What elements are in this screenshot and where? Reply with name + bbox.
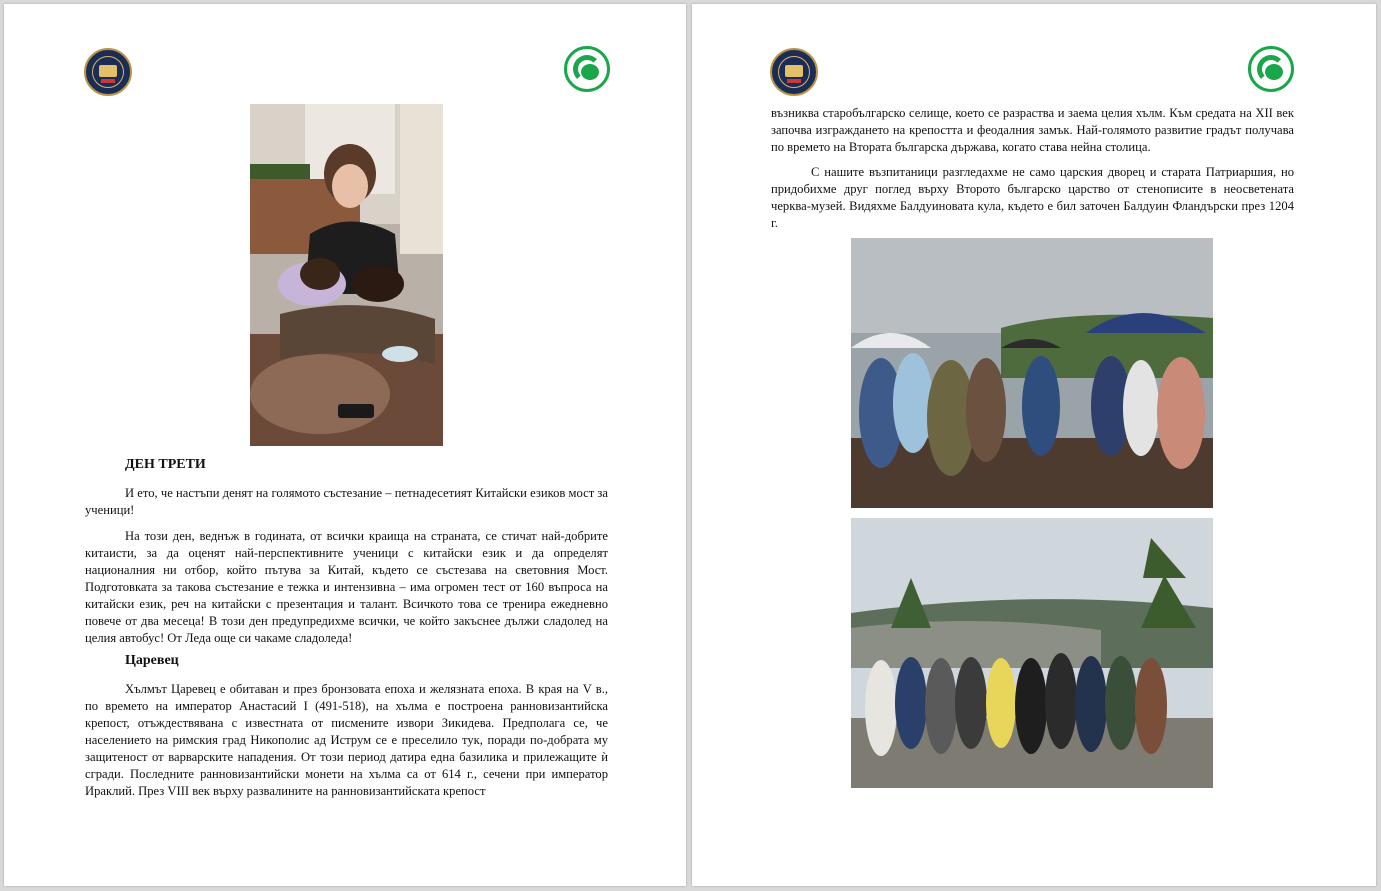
document-page-left: [4, 4, 686, 886]
confucius-institute-icon: [564, 46, 610, 92]
photo-group-viewpoint: [851, 518, 1213, 788]
photo-students-indoor: [250, 104, 443, 446]
paragraph: И ето, че настъпи денят на голямото състезание – петнадесетият Китайски езиков мост за ученици!: [85, 486, 608, 517]
school-seal-icon: [770, 48, 818, 96]
confucius-institute-icon: [1248, 46, 1294, 92]
photo-group-umbrellas: [851, 238, 1213, 508]
school-seal-icon: [84, 48, 132, 96]
paragraph: С нашите възпитаници разгледахме не само царския дворец и старата Патриаршия, но придобихме друг поглед върху Второто българско царство от стенописите в неосветената черква-музей. Видяхме Балдуиновата кула, където е бил заточен Балдуин Фландърски през 1204 г.: [771, 165, 1294, 230]
heading-tsarevets: Царевец: [125, 653, 179, 668]
heading-day-three: ДЕН ТРЕТИ: [125, 457, 206, 472]
paragraph: възниква старобългарско селище, което се разраства и заема целия хълм. Към средата на XII век започва изграждането на крепостта и феодалния замък. Най-голямото развитие градът получава по времето на Втората българска държава, когато става нейна столица.: [771, 106, 1294, 154]
paragraph: Хълмът Царевец е обитаван и през бронзовата епоха и желязната епоха. В края на V в., по времето на император Анастасий I (491-518), на хълма е построена ранновизантийска крепост, отъждествявана с известната от писмените извори Зикидева. Предполага се, че населението на римския град Никополис ад Иструм се е преселило тук, поради по-добрата му защитеност от варварските нападения. От този период датира една базилика и прилежащите ѝ сгради. Последните ранновизантийски монети на хълма са от 614 г., сечени при император Ираклий. През VIII век върху развалините на ранновизантийската крепост: [85, 682, 608, 798]
document-page-right: [692, 4, 1376, 886]
paragraph: На този ден, веднъж в годината, от всички краища на страната, се стичат най-добрите китаисти, за да оценят най-перспективните ученици с китайски език и да определят националния ни отбор, който пътува за Китай, където се състезава на световния Мост. Подготовката за такова състезание е тежка и интензивна – има огромен тест от 160 въпроса на китайски език, реч на китайски с презентация и талант. Всичкото това се тренира ежедневно повече от два месеца! В този ден предупредихме всички, че който закъснее дължи сладолед на целия автобус! От Леда още си чакаме сладоледа!: [85, 529, 608, 645]
